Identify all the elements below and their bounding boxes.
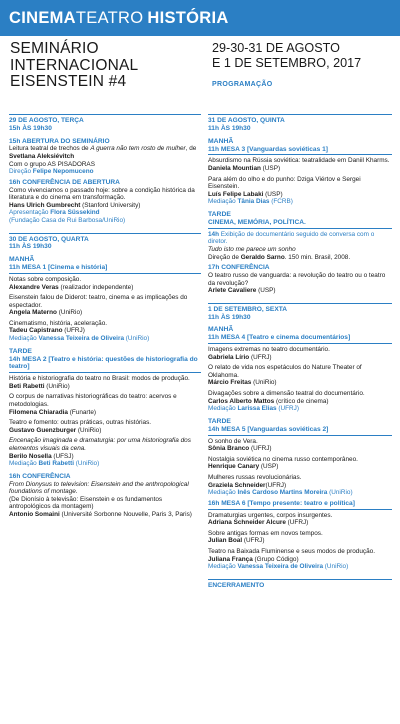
talk-title: Sobre antigas formas em novos tempos. <box>208 529 323 537</box>
divider <box>208 154 392 155</box>
speaker: Gabriela Lírio (UFRJ) <box>208 353 272 361</box>
talk-title: O teatro russo de vanguarda: a revolução do teatro ou o teatro da revolução? <box>208 271 386 287</box>
event-text: Leitura teatral de trechos de A guerra não tem rosto de mulher, de Svetlana Aleksiévitch <box>9 145 197 160</box>
divider <box>9 372 201 373</box>
dates-line: E 1 DE SETEMBRO, 2017 <box>212 56 362 70</box>
day-time: 11h ÀS 19h30 <box>208 124 251 132</box>
divider <box>208 579 392 580</box>
talk-title: Eisenstein falou de Diderot: teatro, cinema e as implicações do espectador. <box>9 294 188 309</box>
divider <box>208 303 392 304</box>
talk-title: Notas sobre composição. <box>9 275 82 283</box>
speaker: Tadeu Capistrano (UFRJ) <box>9 327 85 335</box>
period-heading: MANHÃ <box>208 326 234 334</box>
dates-line: 29-30-31 DE AGOSTO <box>212 41 340 55</box>
seminar-dates <box>212 41 390 98</box>
closing-heading: ENCERRAMENTO <box>208 581 265 589</box>
talk-title: O sonho de Vera. <box>208 437 258 445</box>
speaker: Gustavo Guenzburger (UniRio) <box>9 426 102 434</box>
speaker: Henrique Canary (USP) <box>208 463 279 471</box>
divider <box>9 114 201 115</box>
slot-heading: 16h MESA 6 [Tempo presente: teatro e política] <box>208 499 355 507</box>
talk-title: O corpus de narrativas historiográficas do teatro: acervos e metodologias. <box>9 393 177 409</box>
mediator: Mediação Beti Rabetti (UniRio) <box>9 460 100 468</box>
mediator: Mediação Tânia Dias (FCRB) <box>208 198 293 206</box>
speaker: Alexandre Veras (realizador independente) <box>9 283 134 291</box>
day-heading: 29 DE AGOSTO, TERÇA <box>9 117 84 124</box>
period-heading: MANHÃ <box>208 137 234 145</box>
event-director: Direção Felipe Nepomuceno <box>9 168 94 176</box>
period-heading: MANHÃ <box>9 256 35 264</box>
mediator: Mediação Vanessa Teixeira de Oliveira (UniRio) <box>9 335 150 343</box>
talk-title: Absurdismo na Rússia soviética: teatralidade em Daniil Kharms. <box>208 157 390 165</box>
programacao-label: PROGRAMAÇÃO <box>212 81 273 88</box>
slot-heading: 16h CONFERÊNCIA <box>9 472 71 480</box>
film-director: Direção de Geraldo Sarno. 150 min. Brasil, 2008. <box>208 253 351 261</box>
slot-heading: 14h MESA 2 [Teatro e história: questões de historiografia do teatro] <box>9 355 198 371</box>
talk-title: Encenação imaginada e dramaturgia: por uma historiografia dos elementos visuais da cena. <box>9 437 191 453</box>
talk-title: Divagações sobre a dimensão teatral do documentário. <box>208 390 365 398</box>
speaker: Luís Felipe Labaki (USP) <box>208 190 283 198</box>
speaker: Hans Ulrich Gumbrecht (Stanford University) <box>9 201 141 209</box>
left-column <box>9 114 201 519</box>
talk-title: Dramaturgias urgentes, corpos insurgentes. <box>208 511 333 519</box>
talk-title: Imagens extremas no teatro documentário. <box>208 346 330 354</box>
slot-heading: CINEMA, MEMÓRIA, POLÍTICA. <box>208 218 306 226</box>
slot-heading: 11h MESA 4 [Teatro e cinema documentários] <box>208 334 351 342</box>
slot-heading: 11h MESA 3 [Vanguardas soviéticas 1] <box>208 145 328 153</box>
speaker: Graziela Schneider(UFRJ) <box>208 481 287 489</box>
slot-heading: 11h MESA 1 [Cinema e história] <box>9 264 108 272</box>
banner-cinema: CINEMA <box>9 8 76 27</box>
speaker: Daniela Mountian (USP) <box>208 164 281 172</box>
talk-title: Mulheres russas revolucionárias. <box>208 474 302 482</box>
period-heading: TARDE <box>9 347 32 355</box>
page-header <box>0 36 400 98</box>
speaker: Carlos Alberto Mattos (crítico de cinema) <box>208 397 329 405</box>
day-heading: 1 DE SETEMBRO, SEXTA <box>208 305 288 313</box>
right-column <box>208 114 392 590</box>
event-text: 14h Exibição de documentário seguido de conversa com o diretor. <box>208 230 375 246</box>
divider <box>9 233 201 234</box>
slot-heading: 17h CONFERÊNCIA <box>208 264 270 272</box>
day-heading: 31 DE AGOSTO, QUINTA <box>208 117 285 124</box>
period-heading: TARDE <box>208 210 231 218</box>
film-title: Tudo isto me parece um sonho <box>208 245 296 253</box>
event-text: Com o grupo AS PISADORAS <box>9 160 95 168</box>
speaker: Beti Rabetti (UniRio) <box>9 382 70 390</box>
speaker: Angela Materno (UniRio) <box>9 309 83 317</box>
mediator: Mediação Inês Cardoso Martins Moreira (UniRio) <box>208 489 353 497</box>
talk-title: História e historiografia do teatro no Brasil: modos de produção. <box>9 375 190 383</box>
slot-heading: 14h MESA 5 [Vanguardas soviéticas 2] <box>208 425 329 433</box>
presenter-inst: (Fundação Casa de Rui Barbosa/UniRio) <box>9 216 126 224</box>
talk-title: Para além do olho e do punho: Dziga Viértov e Sergei Eisenstein. <box>208 175 361 191</box>
presenter: Apresentação Flora Süssekind <box>9 209 100 217</box>
speaker: Sônia Branco (UFRJ) <box>208 445 272 453</box>
header-banner <box>0 0 400 36</box>
speaker: Filomena Chiaradia (Funarte) <box>9 408 97 416</box>
speaker: Berilo Nosella (UFSJ) <box>9 452 74 460</box>
banner-teatro: TEATRO <box>75 8 144 27</box>
event-text: Como vivenciamos o passado hoje: sobre a condição histórica da literatura e do cinema em transformação. <box>9 186 195 202</box>
day-heading: 30 DE AGOSTO, QUARTA <box>9 235 89 243</box>
talk-title: O relato de vida nos espetáculos do Nature Theater of Oklahoma. <box>208 364 362 379</box>
divider <box>208 114 392 115</box>
speaker: Arlete Cavaliere (USP) <box>208 287 276 295</box>
mediator: Mediação Larissa Elias (UFRJ) <box>208 405 299 413</box>
day-time: 11h ÀS 19h30 <box>208 313 251 321</box>
slot-heading: 15h ABERTURA DO SEMINÁRIO <box>9 137 110 145</box>
seminar-title-line: SEMINÁRIO <box>10 40 99 57</box>
period-heading: TARDE <box>208 417 231 425</box>
seminar-title-line: INTERNACIONAL <box>10 56 139 74</box>
seminar-title <box>10 41 138 98</box>
divider <box>9 273 201 274</box>
banner-historia: HISTÓRIA <box>147 8 229 27</box>
talk-title: (De Dionísio à televisão: Eisenstein e os fundamentos antropológicos da montagem) <box>9 495 163 511</box>
speaker: Antonio Somaini (Université Sorbonne Nouvelle, Paris 3, Paris) <box>9 510 192 518</box>
speaker: Márcio Freitas (UniRio) <box>208 379 277 387</box>
speaker: Adriana Schneider Alcure (UFRJ) <box>208 519 309 527</box>
divider <box>208 343 392 344</box>
slot-heading: 16h CONFERÊNCIA DE ABERTURA <box>9 178 120 186</box>
talk-title: Cinematismo, história, aceleração. <box>9 319 108 327</box>
divider <box>208 228 392 229</box>
day-time: 11h ÀS 19h30 <box>9 243 52 251</box>
mediator: Mediação Vanessa Teixeira de Oliveira (UniRio) <box>208 563 349 571</box>
speaker: Julian Boal (UFRJ) <box>208 537 265 545</box>
talk-title: Nostalgia soviética no cinema russo contemporâneo. <box>208 455 358 463</box>
seminar-title-line: EISENSTEIN #4 <box>10 73 127 90</box>
talk-title: Teatro na Baixada Fluminense e seus modos de produção. <box>208 547 375 555</box>
talk-title: Teatro e fomento: outras práticas, outras histórias. <box>9 419 152 427</box>
talk-title: From Dionysus to television: Eisenstein and the anthropological foundations of montage. <box>9 480 189 496</box>
divider <box>208 435 392 436</box>
day-time: 15h ÀS 19h30 <box>9 124 52 132</box>
divider <box>208 509 392 510</box>
speaker: Juliana França (Grupo Código) <box>208 555 299 563</box>
